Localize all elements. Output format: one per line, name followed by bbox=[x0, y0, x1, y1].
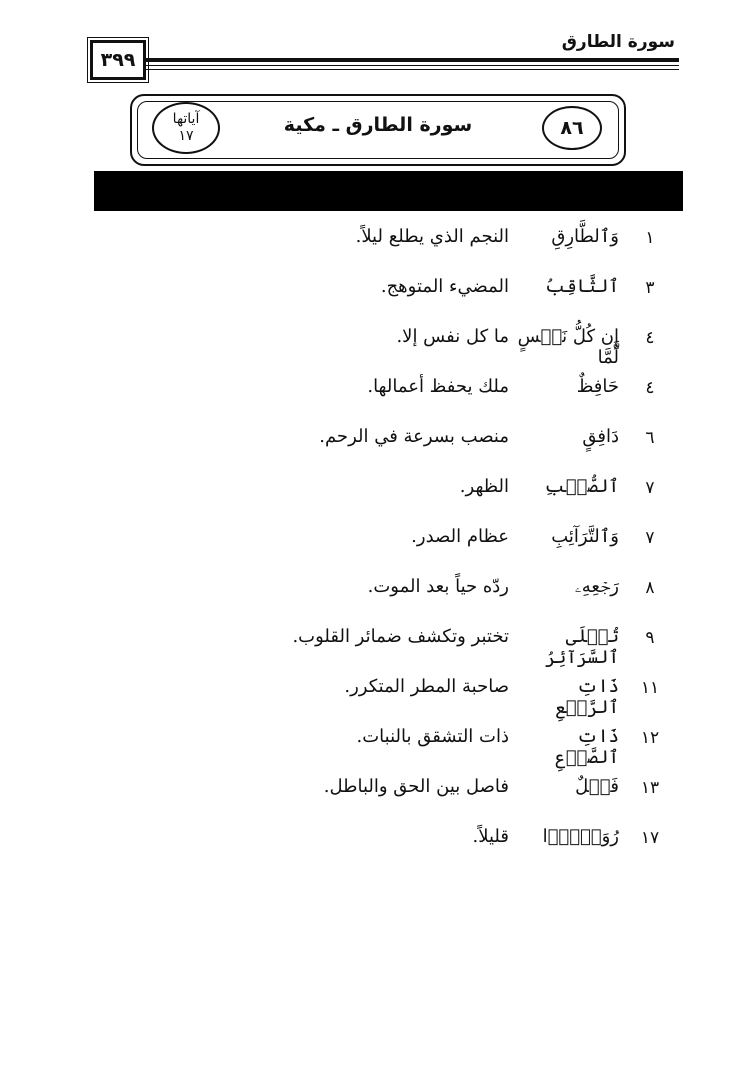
quran-word: رَجۡعِهِۦ bbox=[574, 576, 619, 597]
glossary-row bbox=[0, 572, 755, 612]
running-title: سورة الطارق bbox=[561, 32, 675, 52]
word-meaning: ذات التشقق بالنبات. bbox=[356, 726, 509, 747]
glossary-row bbox=[0, 372, 755, 412]
word-meaning: فاصل بين الحق والباطل. bbox=[323, 776, 509, 797]
quran-word: فَصۡلٌ bbox=[575, 776, 619, 797]
word-meaning: ردّه حياً بعد الموت. bbox=[367, 576, 509, 597]
verse-number: ١٣ bbox=[640, 778, 660, 798]
glossary-row bbox=[0, 322, 755, 368]
quran-word: إِن كُلُّ نَفۡسٍ لَّمَّا bbox=[517, 326, 619, 368]
verse-number: ٧ bbox=[645, 478, 655, 498]
surah-number-circle: ٨٦ bbox=[542, 106, 602, 150]
glossary-row bbox=[0, 672, 755, 718]
verse-number: ٧ bbox=[645, 528, 655, 548]
glossary-row bbox=[0, 622, 755, 668]
glossary-row bbox=[0, 472, 755, 512]
surah-name: سورة الطارق ـ مكية bbox=[283, 114, 473, 136]
glossary-row bbox=[0, 222, 755, 262]
word-meaning: الظهر. bbox=[459, 476, 509, 497]
verse-number: ٨ bbox=[645, 578, 655, 598]
word-meaning: صاحبة المطر المتكرر. bbox=[344, 676, 509, 697]
verse-number: ٦ bbox=[645, 428, 655, 448]
quran-word: حَافِظٌ bbox=[576, 376, 619, 397]
glossary-row bbox=[0, 772, 755, 812]
ayat-label: آياتها bbox=[172, 111, 200, 127]
glossary-row bbox=[0, 822, 755, 862]
verse-number: ٤ bbox=[645, 378, 655, 398]
word-meaning: منصب بسرعة في الرحم. bbox=[319, 426, 509, 447]
verse-number: ١٧ bbox=[640, 828, 660, 848]
word-meaning: النجم الذي يطلع ليلاً. bbox=[355, 226, 509, 247]
glossary-row bbox=[0, 422, 755, 462]
verse-number: ٩ bbox=[645, 628, 655, 648]
word-meaning: المضيء المتوهج. bbox=[380, 276, 509, 297]
quran-word: ٱلصُّلۡبِ bbox=[544, 476, 619, 497]
quran-word: تُبۡلَى ٱلسَّرَآئِرُ bbox=[545, 626, 619, 668]
verse-number: ١٢ bbox=[640, 728, 660, 748]
glossary-row bbox=[0, 722, 755, 768]
word-meaning: ملك يحفظ أعمالها. bbox=[367, 376, 509, 397]
glossary-row bbox=[0, 272, 755, 312]
page-number: ٣٩٩ bbox=[90, 40, 146, 80]
quran-word: دَافِقٍ bbox=[582, 426, 619, 447]
verse-number: ٣ bbox=[645, 278, 655, 298]
verse-number: ٤ bbox=[645, 328, 655, 348]
glossary-row bbox=[0, 522, 755, 562]
quran-word: ذَاتِ ٱلصَّدۡعِ bbox=[555, 726, 619, 768]
word-meaning: تختبر وتكشف ضمائر القلوب. bbox=[292, 626, 509, 647]
verse-number: ١١ bbox=[640, 678, 660, 698]
word-meaning: ما كل نفس إلا. bbox=[396, 326, 509, 347]
quran-word: وَٱلتَّرَآئِبِ bbox=[551, 526, 619, 547]
word-meaning: قليلاً. bbox=[472, 826, 509, 847]
ayat-count: ١٧ bbox=[178, 128, 194, 144]
quran-word: ذَاتِ ٱلرَّجۡعِ bbox=[555, 676, 619, 718]
quran-word: رُوَيۡدَۢا bbox=[542, 826, 619, 847]
verse-number: ١ bbox=[645, 228, 655, 248]
word-meaning: عظام الصدر. bbox=[411, 526, 509, 547]
quran-word: وَٱلطَّارِقِ bbox=[551, 226, 619, 247]
quran-word: ٱلثَّاقِبُ bbox=[545, 276, 619, 297]
